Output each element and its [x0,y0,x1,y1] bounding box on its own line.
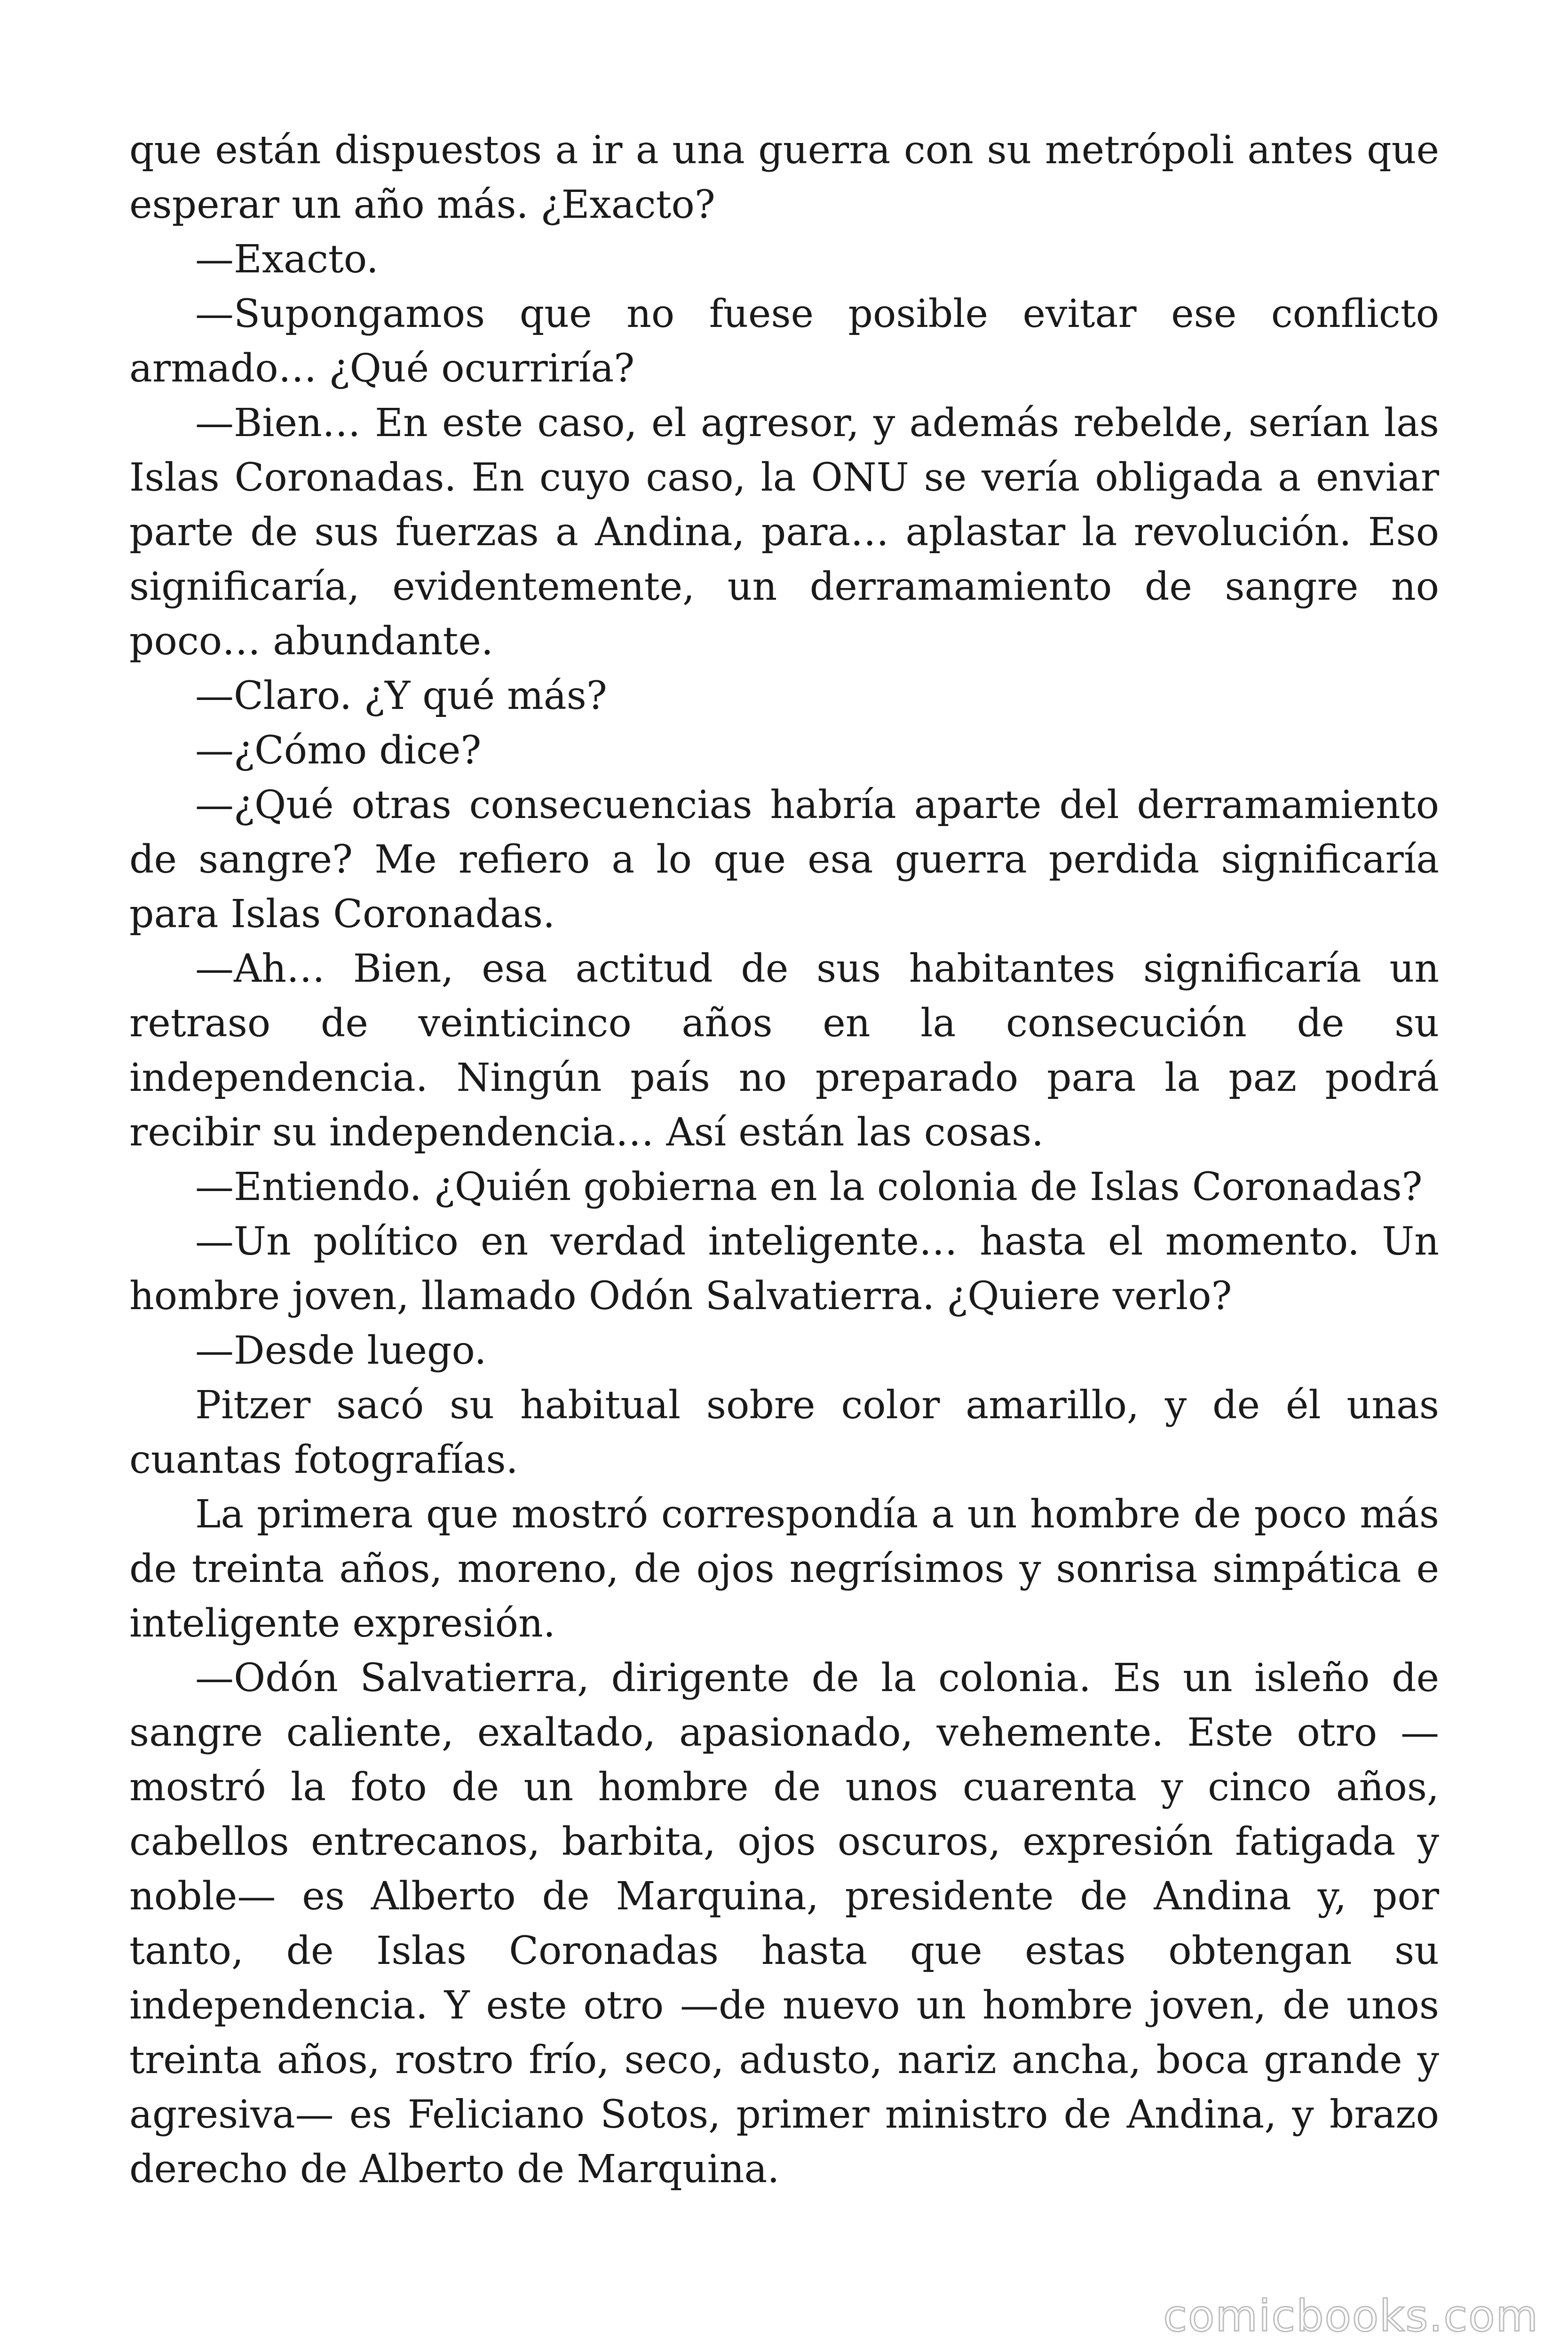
dialogue-paragraph: —Un político en verdad inteligente… hasta el momento. Un hombre joven, llamado Odón Salvatierra. ¿Quiere verlo? [129,1219,1439,1319]
narrative-paragraph: Pitzer sacó su habitual sobre color amarillo, y de él unas cuantas fotografías. [129,1383,1439,1482]
dialogue-paragraph: —Desde luego. [195,1328,487,1373]
dialogue-paragraph: —Odón Salvatierra, dirigente de la colonia. Es un isleño de sangre caliente, exaltado, apasionado, vehemente. Este otro —mostró la foto de un hombre de unos cuarenta y cinco años, cabellos entrecanos, barbita, ojos oscuros, expresión fatigada y noble— es Alberto de Marquina, presidente de Andina y, por tanto, de Islas Coronadas hasta que estas obtengan su independencia. Y este otro —de nuevo un hombre joven, de unos treinta años, rostro frío, seco, adusto, nariz ancha, boca grande y agresiva— es Feliciano Sotos, primer ministro de Andina, y brazo derecho de Alberto de Marquina. [129,1656,1439,2192]
dialogue-paragraph: —Entiendo. ¿Quién gobierna en la colonia de Islas Coronadas? [195,1165,1423,1209]
dialogue-paragraph: —Supongamos que no fuese posible evitar ese conflicto armado… ¿Qué ocurriría? [129,292,1439,391]
dialogue-paragraph: —Claro. ¿Y qué más? [195,674,607,718]
dialogue-paragraph: —¿Cómo dice? [195,728,482,773]
dialogue-paragraph: —Bien… En este caso, el agresor, y además rebelde, serían las Islas Coronadas. En cuyo caso, la ONU se vería obligada a enviar parte de sus fuerzas a Andina, para… aplastar la revolución. Eso significaría, evidentemente, un derramamiento de sangre no poco… abundante. [129,401,1439,664]
paragraph-continuation: que están dispuestos a ir a una guerra con su metrópoli antes que esperar un año más. ¿Exacto? [129,128,1439,227]
dialogue-paragraph: —¿Qué otras consecuencias habría aparte del derramamiento de sangre? Me refiero a lo que esa guerra perdida significaría para Islas Coronadas. [129,783,1439,937]
dialogue-paragraph: —Ah… Bien, esa actitud de sus habitantes significaría un retraso de veinticinco años en la consecución de su independencia. Ningún país no preparado para la paz podrá recibir su independencia… Así están las cosas. [129,946,1439,1155]
watermark: comicbooks.com [1163,2291,1539,2341]
dialogue-paragraph: —Exacto. [195,237,379,282]
narrative-paragraph: La primera que mostró correspondía a un hombre de poco más de treinta años, moreno, de ojos negrísimos y sonrisa simpática e inteligente expresión. [129,1492,1439,1646]
book-page-text [129,123,1439,2197]
